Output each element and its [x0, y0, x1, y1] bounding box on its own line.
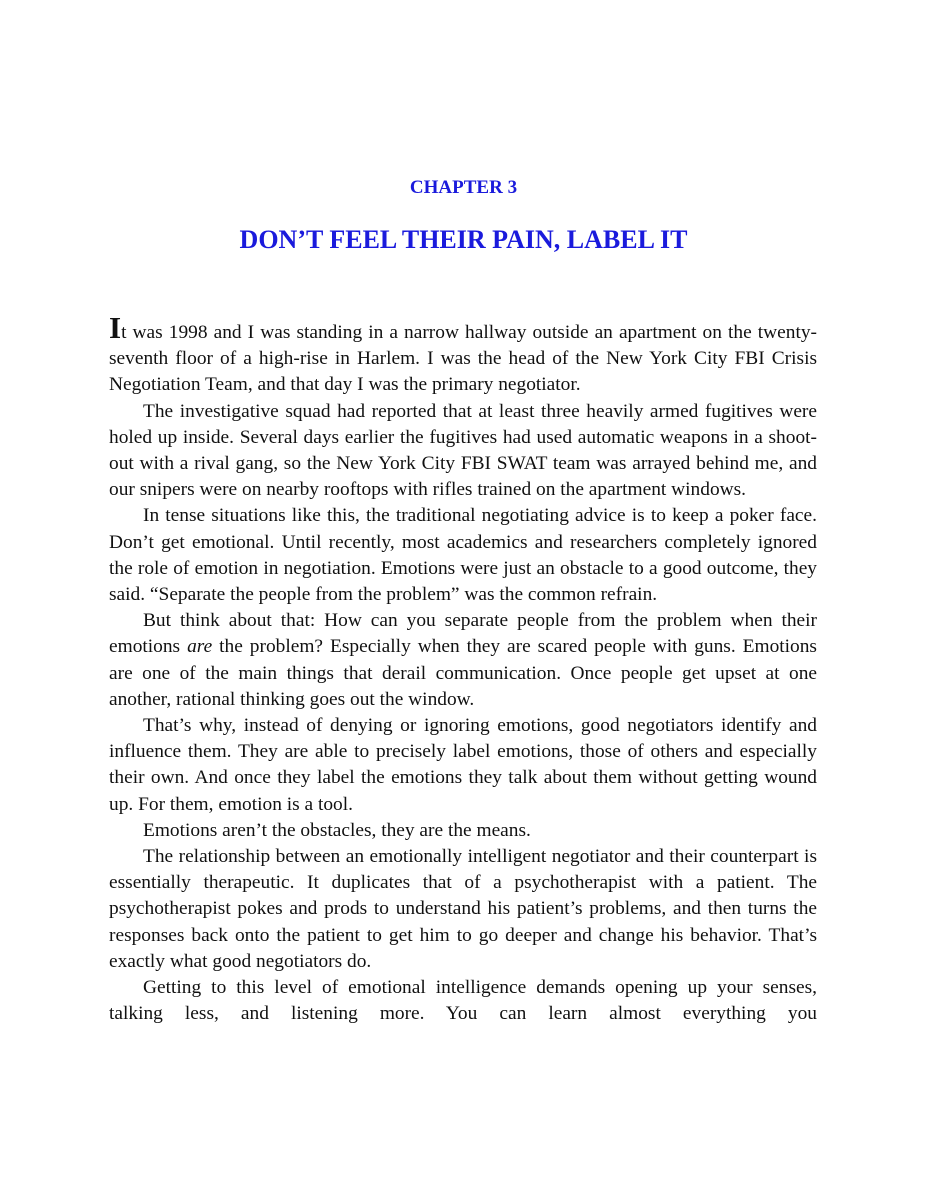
- paragraph-6: Emotions aren’t the obstacles, they are the means.: [143, 819, 531, 841]
- paragraph-5: That’s why, instead of denying or ignoring emotions, good negotiators identify and influence them. They are able to precisely label emotions, those of others and especially their own. And once they label the emotions they talk about them without getting wound up. For them, emotion is a tool.: [109, 715, 817, 815]
- paragraph-1: [109, 310, 817, 399]
- emphasized-word: are: [187, 636, 213, 658]
- drop-cap-letter: I: [109, 310, 122, 345]
- paragraph-text: t was 1998 and I was standing in a narrow hallway outside an apartment on the twenty-seventh floor of a high-rise in Harlem. I was the head of the New York City FBI Crisis Negotiation Team, and that day I was the primary negotiator.: [109, 322, 817, 396]
- chapter-body: [109, 310, 817, 1027]
- chapter-title: DON’T FEEL THEIR PAIN, LABEL IT: [239, 225, 688, 254]
- paragraph-text: But think about that: How can you separate people from the problem when their emotions: [109, 610, 817, 658]
- chapter-number: CHAPTER 3: [409, 177, 518, 198]
- paragraph-text: the problem? Especially when they are scared people with guns. Emotions are one of the main things that derail communication. Once people get upset at one another, rational thinking goes out the window.: [109, 636, 817, 710]
- paragraph-8: Getting to this level of emotional intelligence demands opening up your senses, talking less, and listening more. You can learn almost everything you: [109, 977, 817, 1025]
- paragraph-3: In tense situations like this, the traditional negotiating advice is to keep a poker face. Don’t get emotional. Until recently, most academics and researchers completely ignored the role of emotion in negotiation. Emotions were just an obstacle to a good outcome, they said. “Separate the people from the problem” was the common refrain.: [109, 505, 817, 606]
- paragraph-4: [109, 608, 817, 713]
- paragraph-7: The relationship between an emotionally intelligent negotiator and their counterpart is essentially therapeutic. It duplicates that of a psychotherapist with a patient. The psychotherapist pokes and prods to understand his patient’s problems, and then turns the responses back onto the patient to get him to go deeper and change his behavior. That’s exactly what good negotiators do.: [109, 846, 817, 972]
- paragraph-2: The investigative squad had reported that at least three heavily armed fugitives were holed up inside. Several days earlier the fugitives had used automatic weapons in a shoot-out with a rival gang, so the New York City FBI SWAT team was arrayed behind me, and our snipers were on nearby rooftops with rifles trained on the apartment windows.: [109, 400, 817, 501]
